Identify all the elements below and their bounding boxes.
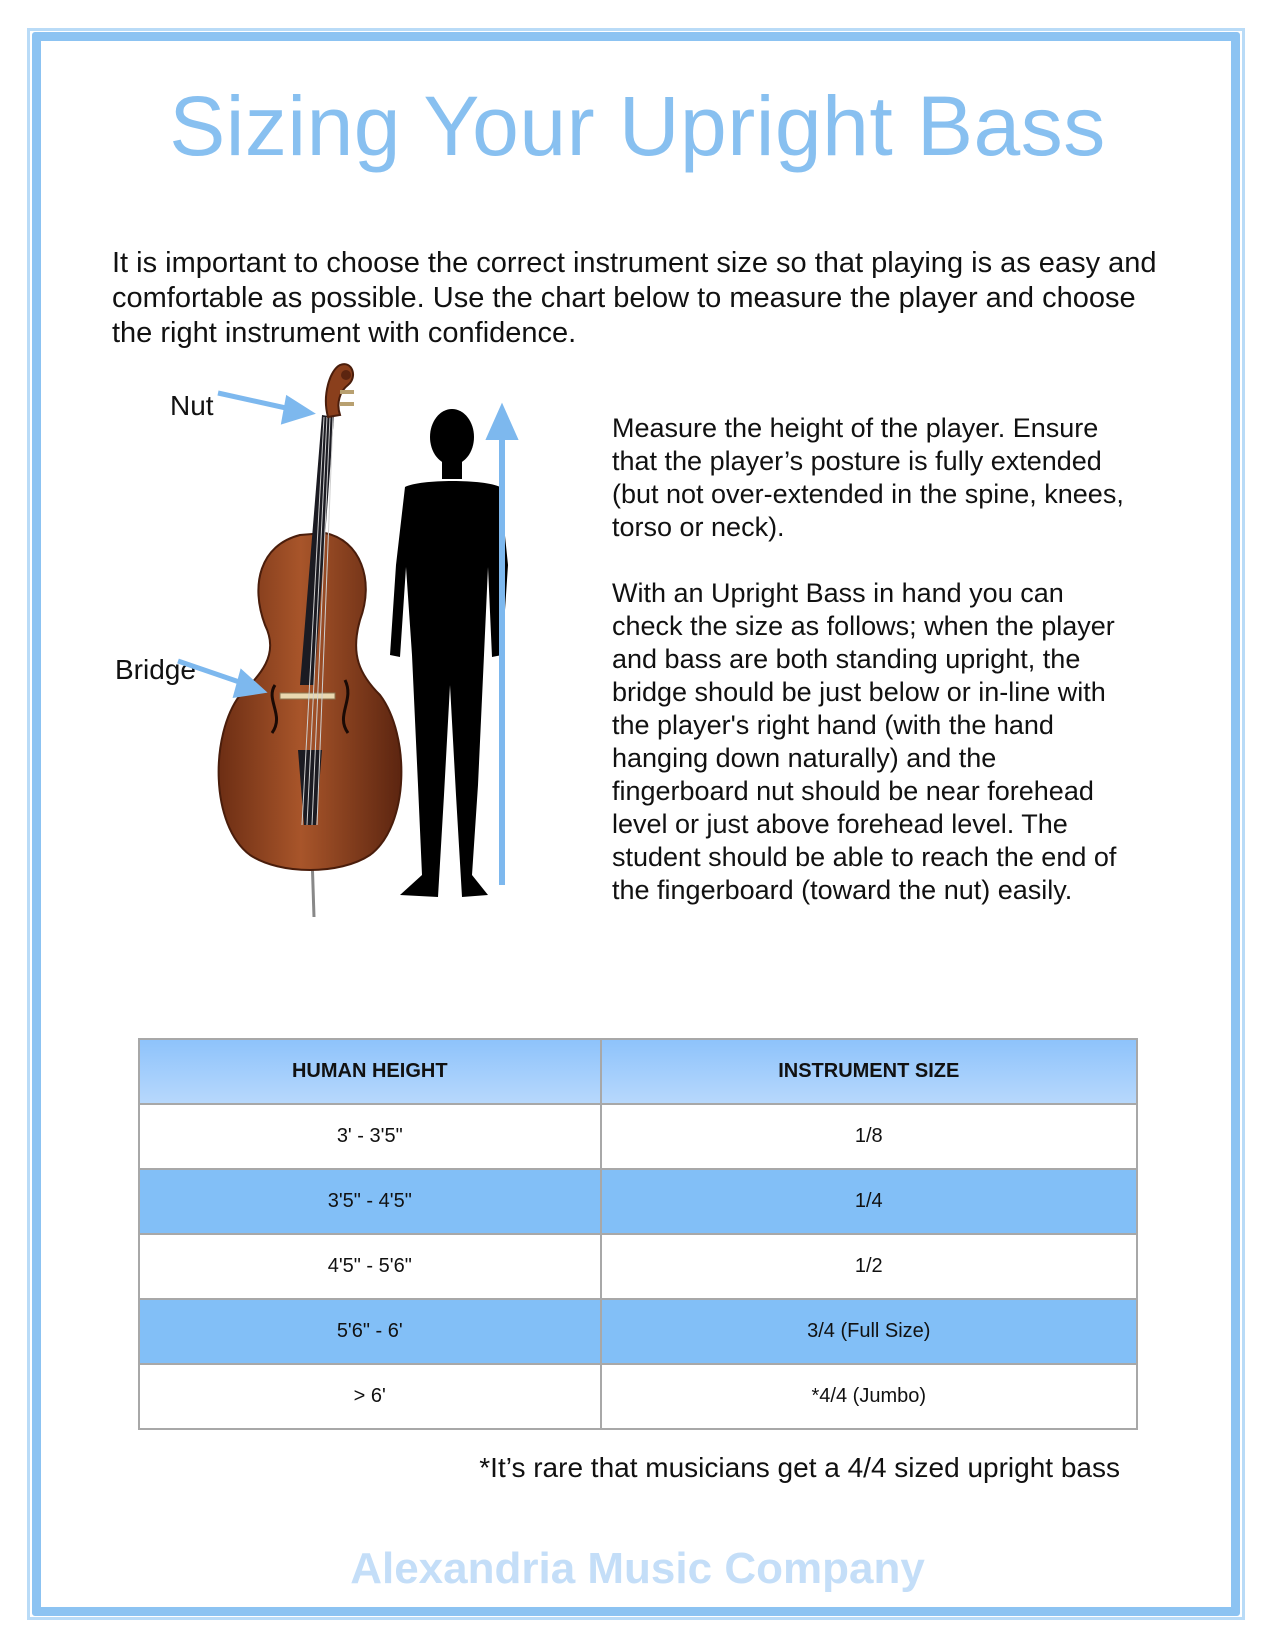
upright-bass-icon [219, 364, 402, 917]
size-cell: *4/4 (Jumbo) [601, 1364, 1137, 1429]
size-cell: 1/2 [601, 1234, 1137, 1299]
footnote: *It’s rare that musicians get a 4/4 sized upright bass [479, 1452, 1120, 1483]
height-cell: 3'5" - 4'5" [139, 1169, 601, 1234]
size-cell: 3/4 (Full Size) [601, 1299, 1137, 1364]
header-instrument-size: INSTRUMENT SIZE [601, 1039, 1137, 1104]
instruction-paragraph: Measure the height of the player. Ensure that the player’s posture is fully extended (but not over-extended in the spine, knees, torso or neck). [612, 413, 1124, 542]
size-cell: 1/8 [601, 1104, 1137, 1169]
table-header-row [139, 1039, 1137, 1104]
nut-arrow-icon [218, 393, 310, 421]
instruction-paragraph: With an Upright Bass in hand you can check the size as follows; when the player and bass are both standing upright, the bridge should be just below or in-line with the player's right hand (with the hand hanging down naturally) and the fingerboard nut should be near forehead level or just above forehead level. The student should be able to reach the end of the fingerboard (toward the nut) easily. [612, 578, 1117, 905]
size-cell: 1/4 [601, 1169, 1137, 1234]
table-row [139, 1104, 1137, 1169]
table-row [139, 1299, 1137, 1364]
bridge-label: Bridge [115, 654, 196, 685]
table-row [139, 1169, 1137, 1234]
height-cell: 5'6" - 6' [139, 1299, 601, 1364]
height-cell: > 6' [139, 1364, 601, 1429]
table-row [139, 1234, 1137, 1299]
nut-label: Nut [170, 390, 214, 421]
height-cell: 4'5" - 5'6" [139, 1234, 601, 1299]
bridge-arrow-icon [178, 661, 262, 695]
intro-paragraph: It is important to choose the correct instrument size so that playing is as easy and comfortable as possible. Use the chart below to measure the player and choose the right instrument with confidence. [112, 247, 1157, 349]
size-chart-table [138, 1038, 1138, 1430]
table-row [139, 1364, 1137, 1429]
page-title: Sizing Your Upright Bass [169, 79, 1106, 173]
bass-and-player-illustration [100, 355, 580, 935]
instructions-column [612, 412, 1132, 940]
player-silhouette-icon [390, 409, 508, 897]
height-cell: 3' - 3'5" [139, 1104, 601, 1169]
brand-name: Alexandria Music Company [350, 1544, 925, 1593]
header-human-height: HUMAN HEIGHT [139, 1039, 601, 1104]
